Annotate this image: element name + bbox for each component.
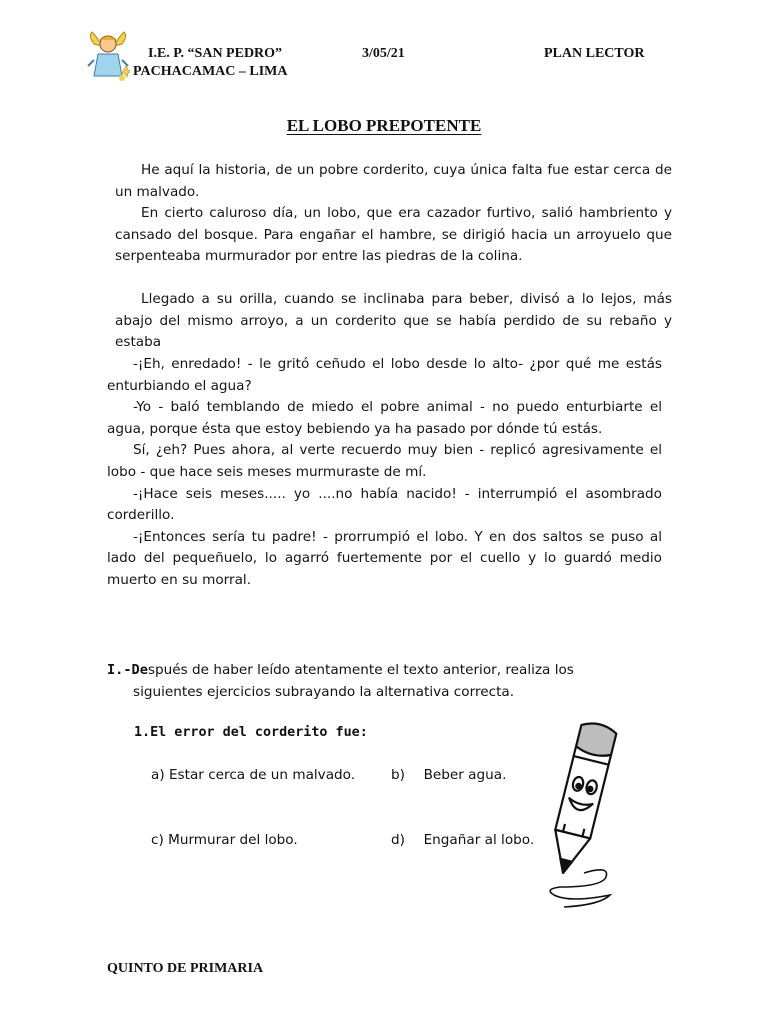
story-paragraph: Llegado a su orilla, cuando se inclinaba para beber, divisó a lo lejos, más abajo del mismo arroyo, a un corderito que se había perdido de su rebaño y estaba xyxy=(115,291,672,351)
instructions-line1: spués de haber leído atentamente el texto anterior, realiza los xyxy=(147,662,574,678)
dialogue-paragraph: Sí, ¿eh? Pues ahora, al verte recuerdo muy bien - replicó agresivamente el lobo - que hace seis meses murmuraste de mí. xyxy=(107,442,662,480)
dialogue-paragraph: -Yo - baló temblando de miedo el pobre animal - no puedo enturbiarte el agua, porque ésta que estoy bebiendo ya ha pasado por dónde tú estás. xyxy=(107,399,662,437)
option-a-text: Estar cerca de un malvado. xyxy=(168,767,356,783)
dialogue-paragraph: -¡Hace seis meses..... yo ....no había nacido! - interrumpió el asombrado corderillo. xyxy=(107,485,662,524)
option-b[interactable] xyxy=(391,767,506,783)
option-a[interactable] xyxy=(151,767,355,783)
angel-logo-icon xyxy=(86,30,130,84)
story-section-arrival xyxy=(115,289,672,354)
option-b-text: Beber agua. xyxy=(423,767,507,783)
option-d[interactable] xyxy=(391,832,534,848)
smiling-pencil-icon xyxy=(540,715,620,910)
option-a-letter: a) xyxy=(151,767,165,783)
instructions-line2: siguientes ejercicios subrayando la alternativa correcta. xyxy=(133,684,515,700)
dialogue-paragraph: -¡Eh, enredado! - le gritó ceñudo el lobo desde lo alto- ¿por qué me estás enturbiando el agua? xyxy=(107,356,662,394)
option-c-letter: c) xyxy=(151,832,164,848)
option-d-letter: d) xyxy=(391,832,405,848)
instructions xyxy=(107,659,627,703)
school-location: PACHACAMAC – LIMA xyxy=(133,64,288,79)
instructions-number: I.-De xyxy=(107,662,148,678)
story-paragraph: He aquí la historia, de un pobre corderito, cuya única falta fue estar cerca de un malvado. xyxy=(115,162,672,200)
grade-footer: QUINTO DE PRIMARIA xyxy=(107,961,264,976)
option-c-text: Murmurar del lobo. xyxy=(168,832,298,848)
option-d-text: Engañar al lobo. xyxy=(423,832,535,848)
story-section-dialogue xyxy=(107,354,662,592)
worksheet-program: PLAN LECTOR xyxy=(544,46,645,61)
worksheet-date: 3/05/21 xyxy=(362,46,405,61)
story-section-intro xyxy=(115,160,672,268)
school-name: I.E. P. “SAN PEDRO” xyxy=(148,46,283,61)
question-1-prompt: 1.El error del corderito fue: xyxy=(134,725,368,740)
story-paragraph: En cierto caluroso día, un lobo, que era cazador furtivo, salió hambriento y cansado del bosque. Para engañar el hambre, se dirigió hacia un arroyuelo que serpenteaba murmurador por entre las piedras de la colina. xyxy=(115,205,672,265)
option-b-letter: b) xyxy=(391,767,405,783)
option-c[interactable] xyxy=(151,832,298,848)
story-title: EL LOBO PREPOTENTE xyxy=(286,116,482,135)
dialogue-paragraph: -¡Entonces sería tu padre! - prorrumpió el lobo. Y en dos saltos se puso al lado del pequeñuelo, lo agarró fuertemente por el cuello y lo guardó medio muerto en su morral. xyxy=(107,528,662,588)
